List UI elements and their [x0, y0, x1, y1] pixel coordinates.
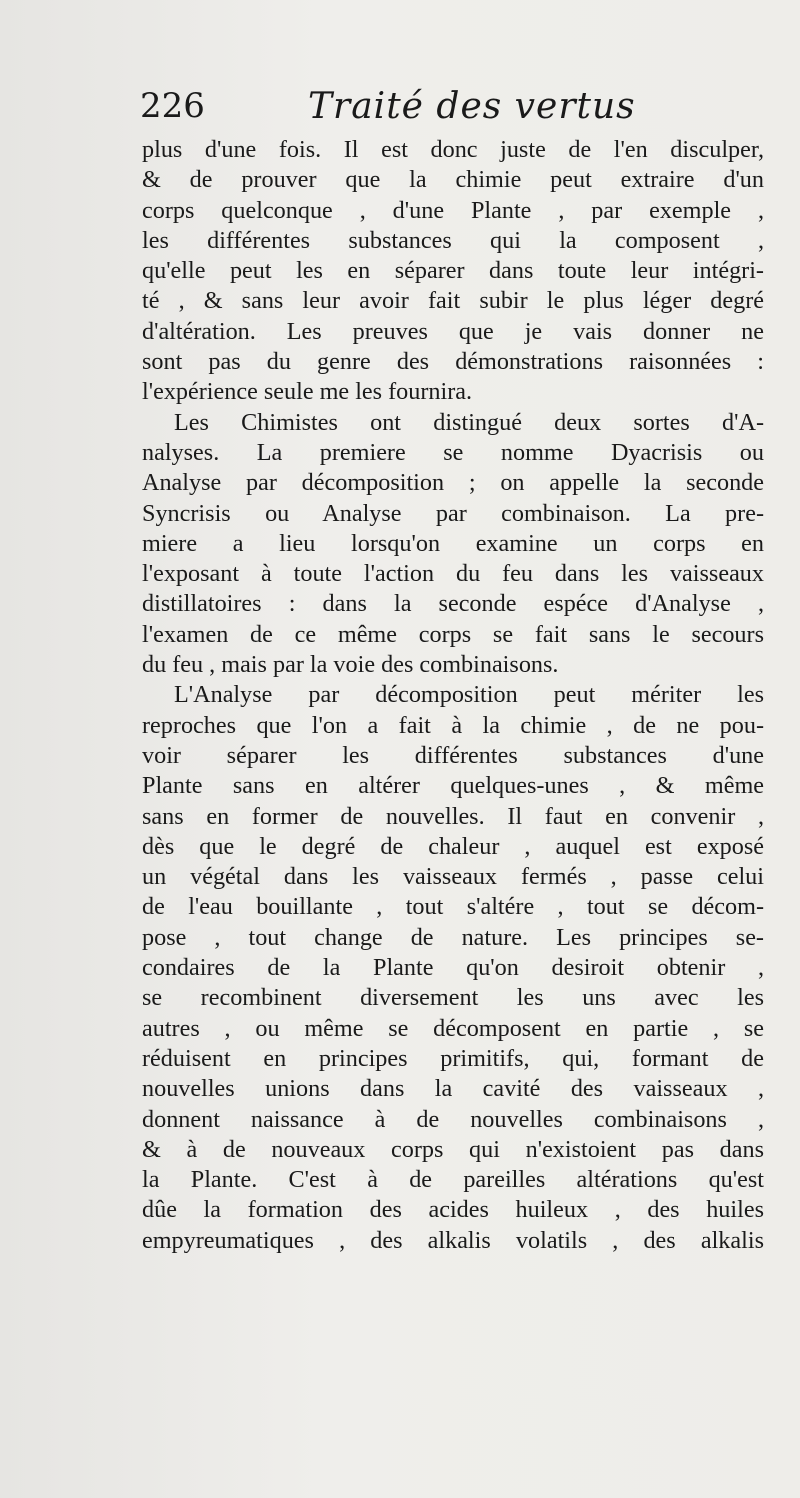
text-line: réduisent en principes primitifs, qui, formant de [142, 1044, 764, 1072]
text-line: se recombinent diversement les uns avec les [142, 984, 764, 1012]
text-line: condaires de la Plante qu'on desiroit obtenir , [142, 954, 764, 982]
text-line: distillatoires : dans la seconde espéce d'Analyse , [142, 590, 764, 618]
text-line: empyreumatiques , des alkalis volatils , des alkalis [142, 1226, 764, 1254]
text-line: & à de nouveaux corps qui n'existoient pas dans [142, 1135, 764, 1163]
text-line: plus d'une fois. Il est donc juste de l'en disculper, [142, 136, 764, 163]
text-line: de l'eau bouillante , tout s'altére , tout se décom- [142, 893, 764, 921]
text-line: qu'elle peut les en séparer dans toute leur intégri- [142, 257, 764, 285]
text-line: corps quelconque , d'une Plante , par exemple , [142, 196, 764, 224]
text-line: l'examen de ce même corps se fait sans le secours [142, 620, 764, 648]
text-line: té , & sans leur avoir fait subir le plus léger degré [142, 287, 764, 315]
text-line: Syncrisis ou Analyse par combinaison. La pre- [142, 499, 764, 527]
text-line: du feu , mais par la voie des combinaisons. [142, 651, 559, 679]
text-line: sans en former de nouvelles. Il faut en convenir , [142, 802, 764, 830]
text-line: les différentes substances qui la composent , [142, 226, 764, 254]
text-line: dûe la formation des acides huileux , des huiles [142, 1196, 764, 1224]
text-line: Plante sans en altérer quelques-unes , & même [142, 772, 764, 800]
text-line: L'Analyse par décomposition peut mériter les [174, 681, 764, 709]
text-line: autres , ou même se décomposent en partie , se [142, 1014, 764, 1042]
text-line: l'exposant à toute l'action du feu dans les vaisseaux [142, 560, 764, 588]
page-number: 226 [140, 86, 205, 126]
text-line: donnent naissance à de nouvelles combinaisons , [142, 1105, 764, 1133]
text-line: d'altération. Les preuves que je vais donner ne [142, 317, 764, 345]
text-line: & de prouver que la chimie peut extraire d'un [142, 166, 764, 194]
text-line: un végétal dans les vaisseaux fermés , passe celui [142, 863, 764, 891]
text-line: nouvelles unions dans la cavité des vaisseaux , [142, 1075, 764, 1103]
text-line: sont pas du genre des démonstrations raisonnées : [142, 348, 764, 376]
text-line: miere a lieu lorsqu'on examine un corps en [142, 529, 764, 557]
running-title: Traité des vertus [308, 86, 636, 127]
text-line: nalyses. La premiere se nomme Dyacrisis ou [142, 438, 764, 466]
text-line: pose , tout change de nature. Les principes se- [142, 923, 764, 951]
text-line: reproches que l'on a fait à la chimie , de ne pou- [142, 711, 764, 739]
text-line: la Plante. C'est à de pareilles altérations qu'est [142, 1166, 764, 1194]
body-text [142, 135, 764, 1256]
text-line: dès que le degré de chaleur , auquel est exposé [142, 832, 764, 860]
text-line: Analyse par décomposition ; on appelle la seconde [142, 469, 764, 497]
text-line: voir séparer les différentes substances d'une [142, 741, 764, 769]
page-header [140, 86, 760, 136]
text-line: Les Chimistes ont distingué deux sortes d'A- [174, 408, 764, 436]
text-line: l'expérience seule me les fournira. [142, 378, 473, 406]
